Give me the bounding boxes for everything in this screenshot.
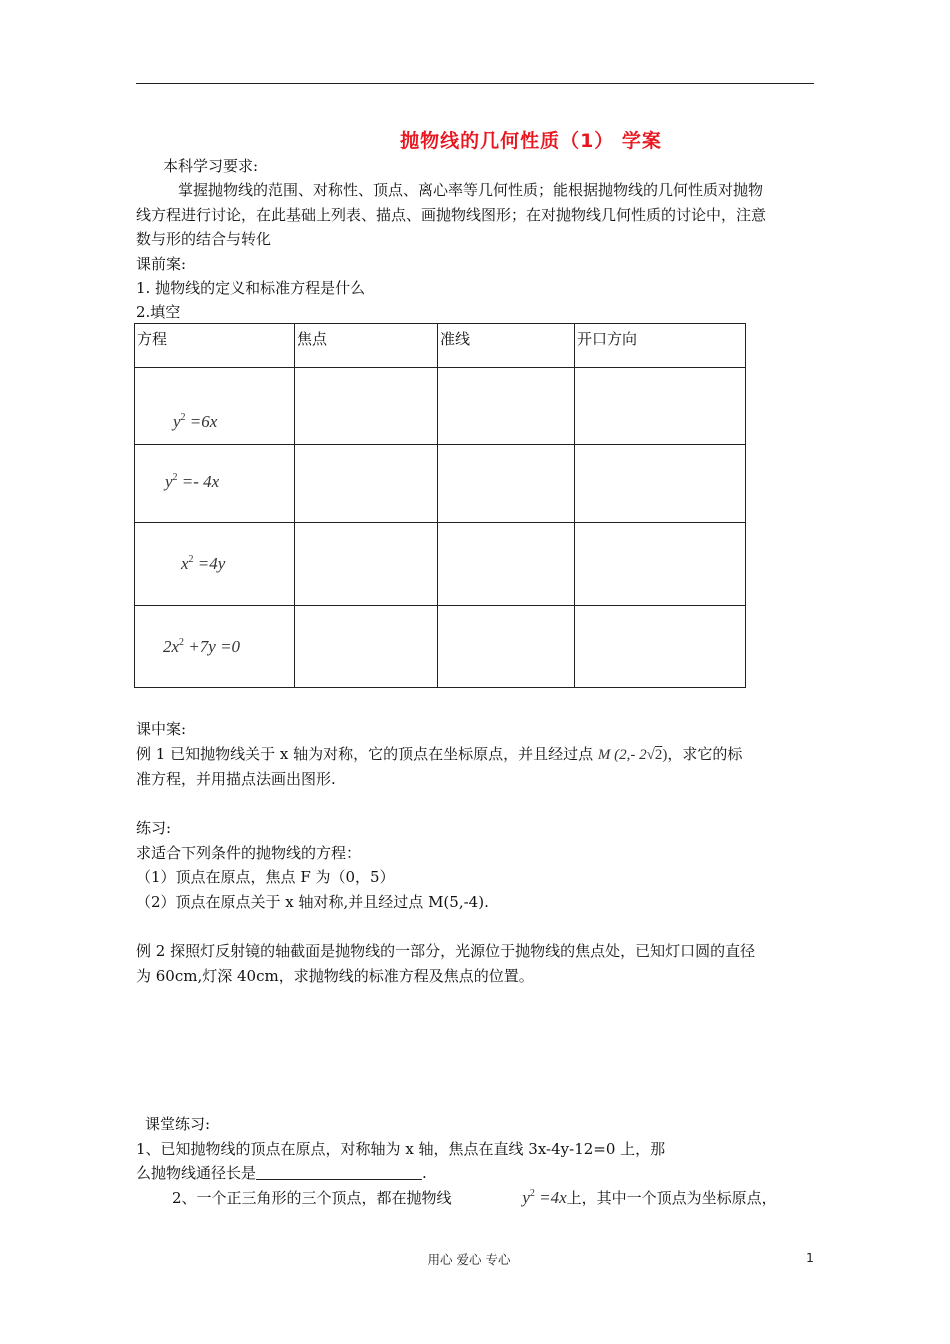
footer-motto: 用心 爱心 专心 <box>427 1252 511 1267</box>
page-title: 抛物线的几何性质（1） 学案 <box>400 130 662 152</box>
focus-answer-cell[interactable] <box>295 523 438 606</box>
example-2-line-2: 为 60cm,灯深 40cm，求抛物线的标准方程及焦点的位置。 <box>136 967 534 985</box>
classwork-question-2: 2、一个正三角形的三个顶点，都在抛物线 $y^2 =4x$上，其中一个顶点为坐标原点， <box>172 1188 777 1207</box>
fill-in-table <box>134 323 746 688</box>
equation-cell: $y^2 =- 4x$ <box>165 471 220 491</box>
opening-answer-cell[interactable] <box>575 523 746 606</box>
preclass-question-1: 1. 抛物线的定义和标准方程是什么 <box>136 279 366 297</box>
equation-cell: $x^2 =4y$ <box>181 554 226 573</box>
equation-cell: $2x^2 +7y =0$ <box>163 636 241 656</box>
directrix-answer-cell[interactable] <box>438 606 575 688</box>
example-2-line-1: 例 2 探照灯反射镜的轴截面是抛物线的一部分，光源位于抛物线的焦点处，已知灯口圆的直径 <box>136 942 756 960</box>
opening-answer-cell[interactable] <box>575 445 746 523</box>
table-row <box>135 523 746 606</box>
practice-item-1: （1）顶点在原点，焦点 F 为（0，5） <box>136 868 395 886</box>
table-header-directrix: 准线 <box>440 330 471 348</box>
equation-cell: $y^2 =6x$ <box>173 412 218 431</box>
table-row <box>135 368 746 445</box>
focus-answer-cell[interactable] <box>295 606 438 688</box>
preclass-question-2: 2.填空 <box>136 303 181 321</box>
table-header-equation: 方程 <box>137 330 168 348</box>
classwork-question-1-line-1: 1、已知抛物线的顶点在原点，对称轴为 x 轴，焦点在直线 3x-4y-12=0 上，那 <box>136 1140 666 1158</box>
practice-intro: 求适合下列条件的抛物线的方程： <box>136 844 362 862</box>
example-1-point: M (2,- 2√2) <box>597 747 668 763</box>
preclass-heading: 课前案: <box>136 255 187 273</box>
table-header-focus: 焦点 <box>297 330 328 348</box>
focus-answer-cell[interactable] <box>295 368 438 445</box>
table-row <box>135 606 746 688</box>
example-1-line-1: 例 1 已知抛物线关于 x 轴为对称，它的顶点在坐标原点，并且经过点 M (2,- 2√2)，求它的标 <box>136 745 743 763</box>
opening-answer-cell[interactable] <box>575 368 746 445</box>
requirements-line-3: 数与形的结合与转化 <box>136 230 272 248</box>
classwork-question-1-line-2: 么抛物线通径长是 . <box>136 1164 427 1182</box>
example-1-line-2: 准方程，并用描点法画出图形. <box>136 770 336 788</box>
table-row <box>135 445 746 523</box>
answer-blank[interactable] <box>256 1163 422 1180</box>
header-rule <box>136 83 814 84</box>
practice-heading: 练习: <box>136 819 172 837</box>
table-header-opening: 开口方向 <box>577 330 638 348</box>
classwork-question-2-equation: $y^2 =4x$ <box>522 1188 567 1207</box>
practice-item-2: （2）顶点在原点关于 x 轴对称,并且经过点 M(5,-4). <box>136 893 489 911</box>
requirements-line-1: 掌握抛物线的范围、对称性、顶点、离心率等几何性质；能根据抛物线的几何性质对抛物 <box>178 181 764 199</box>
requirements-heading: 本科学习要求: <box>163 157 259 175</box>
directrix-answer-cell[interactable] <box>438 368 575 445</box>
requirements-line-2: 线方程进行讨论，在此基础上列表、描点、画抛物线图形；在对抛物线几何性质的讨论中，注意 <box>136 206 767 224</box>
opening-answer-cell[interactable] <box>575 606 746 688</box>
classwork-heading: 课堂练习: <box>145 1115 211 1133</box>
inclass-heading: 课中案: <box>136 720 187 738</box>
table-header-row <box>135 324 746 368</box>
focus-answer-cell[interactable] <box>295 445 438 523</box>
directrix-answer-cell[interactable] <box>438 445 575 523</box>
directrix-answer-cell[interactable] <box>438 523 575 606</box>
page-number: 1 <box>806 1250 814 1265</box>
